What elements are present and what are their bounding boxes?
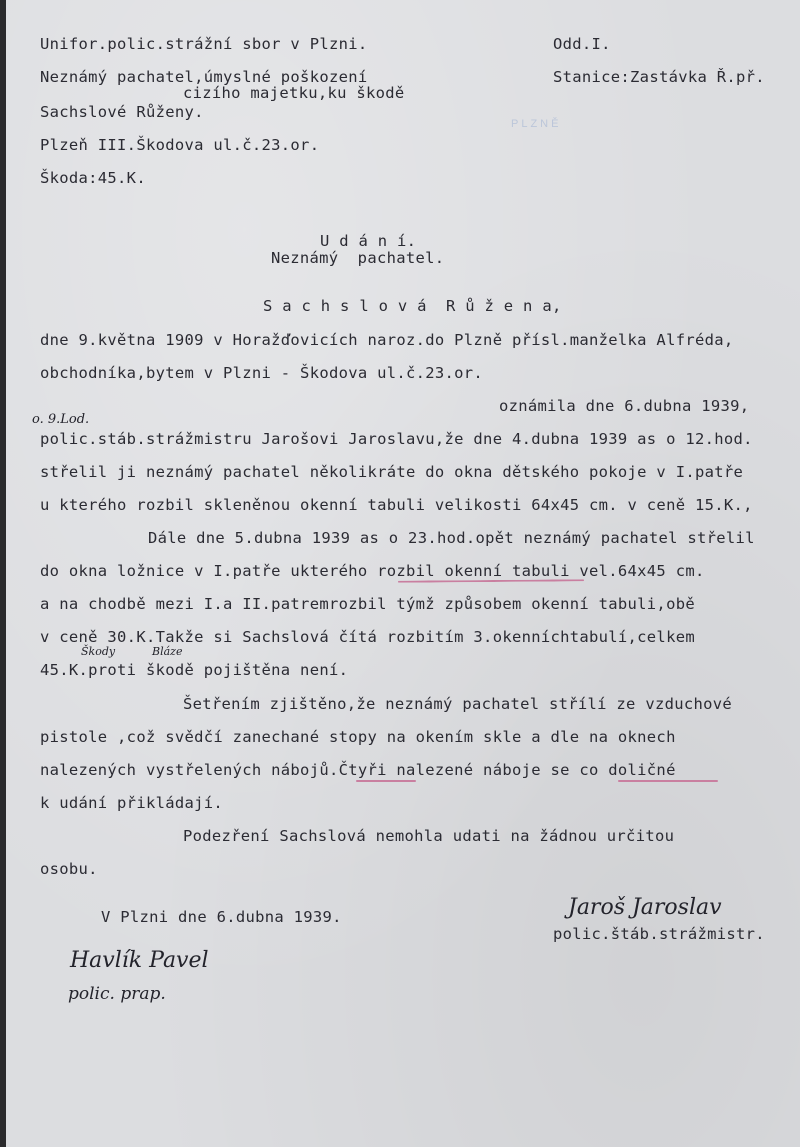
- body-line: 45.K.proti škodě pojištěna není.: [40, 661, 349, 679]
- body-line: osobu.: [40, 860, 98, 878]
- superior-rank: polic. prap.: [68, 984, 166, 1004]
- body-line: pistole ,což svědčí zanechané stopy na okením skle a dle na oknech: [40, 728, 676, 746]
- handwritten-insert: Škody: [81, 645, 116, 658]
- handwritten-insert: Bláze: [152, 645, 183, 658]
- body-line: dne 9.května 1909 v Horažďovicích naroz.do Plzně přísl.manželka Alfréda,: [40, 331, 734, 349]
- body-line: Podezření Sachslová nemohla udati na žádnou určitou: [183, 827, 675, 845]
- signature-officer: Jaroš Jaroslav: [568, 895, 722, 920]
- body-line: Šetřením zjištěno,že neznámý pachatel střílí ze vzduchové: [183, 695, 733, 713]
- complainant-name: S a c h s l o v á R ů ž e n a,: [263, 297, 562, 315]
- body-line: a na chodbě mezi I.a II.patremrozbil týmž způsobem okenní tabuli,obě: [40, 595, 695, 613]
- faint-stamp: PLZNĚ: [511, 118, 562, 130]
- signature-superior: Havlík Pavel: [70, 948, 209, 973]
- place-and-date: V Plzni dne 6.dubna 1939.: [101, 908, 342, 926]
- body-line: oznámila dne 6.dubna 1939,: [499, 397, 750, 415]
- pencil-underline: [356, 780, 416, 782]
- officer-rank: polic.štáb.strážmistr.: [553, 925, 765, 943]
- header-victim: Sachslové Růženy.: [40, 103, 204, 121]
- body-line: v ceně 30.K.Takže si Sachslová čítá rozbitím 3.okenníchtabulí,celkem: [40, 628, 695, 646]
- document-title: U d á n í.: [320, 232, 417, 250]
- body-line: obchodníka,bytem v Plzni - Škodova ul.č.23.or.: [40, 364, 484, 382]
- header-subject: Neznámý pachatel,úmyslné poškození: [40, 68, 368, 86]
- body-line: k udání přikládají.: [40, 794, 224, 812]
- body-line: u kterého rozbil skleněnou okenní tabuli velikosti 64x45 cm. v ceně 15.K.,: [40, 496, 753, 514]
- header-subject-cont: cizího majetku,ku škodě: [183, 84, 405, 102]
- body-line: Dále dne 5.dubna 1939 as o 23.hod.opět neznámý pachatel střelil: [148, 529, 755, 547]
- pencil-underline: [398, 579, 584, 583]
- header-damage: Škoda:45.K.: [40, 169, 146, 187]
- body-line: nalezených vystřelených nábojů.Čtyři nalezené náboje se co doličné: [40, 761, 676, 779]
- document-page: [6, 0, 800, 1147]
- pencil-underline: [618, 780, 718, 782]
- document-subtitle: Neznámý pachatel.: [271, 249, 445, 267]
- body-line: polic.stáb.strážmistru Jarošovi Jaroslavu,že dne 4.dubna 1939 as o 12.hod.: [40, 430, 753, 448]
- header-unit: Unifor.polic.strážní sbor v Plzni.: [40, 35, 368, 53]
- header-station: Stanice:Zastávka Ř.př.: [553, 68, 765, 86]
- header-address: Plzeň III.Škodova ul.č.23.or.: [40, 136, 320, 154]
- handwritten-insert: o. 9.Lod.: [32, 412, 90, 427]
- body-line: střelil ji neznámý pachatel několikráte do okna dětského pokoje v I.patře: [40, 463, 744, 481]
- body-line: do okna ložnice v I.patře ukterého rozbil okenní tabuli vel.64x45 cm.: [40, 562, 705, 580]
- header-department: Odd.I.: [553, 35, 611, 53]
